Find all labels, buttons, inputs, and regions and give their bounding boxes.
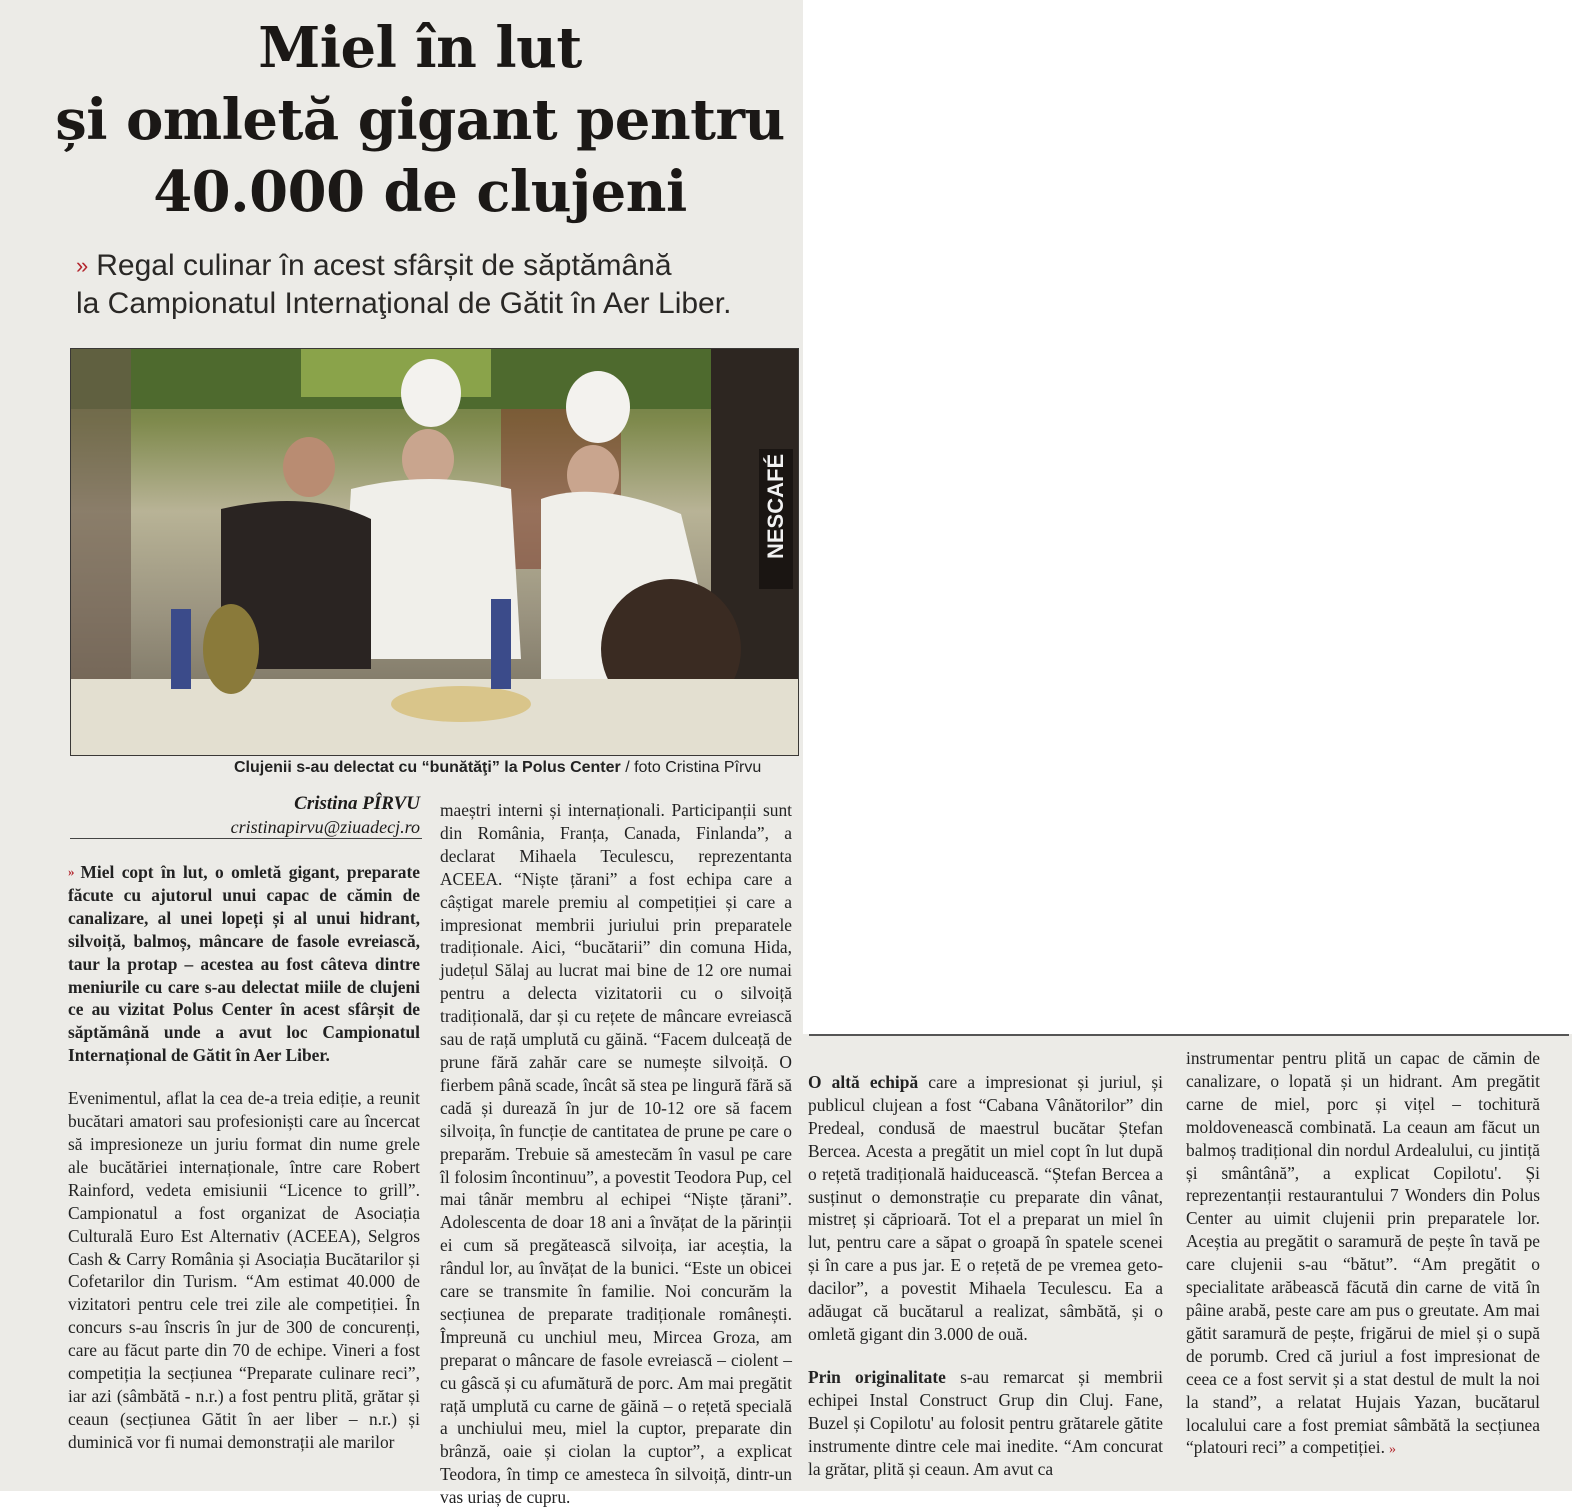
column3-lead-1: O altă echipă <box>808 1072 919 1092</box>
photo-flag-1 <box>171 609 191 689</box>
photo-woman-face <box>283 437 335 497</box>
lead-arrow-icon: » <box>68 864 75 879</box>
byline-rule <box>70 838 422 839</box>
column4-paragraph <box>1186 1047 1540 1462</box>
column1-paragraph: Evenimentul, aflat la cea de-a treia ediție, a reunit bucătari amatori sau profesioniști care au încercat să impresioneze un juriu format din nume grele ale bucătăriei internaționale, între care Robert Rainford, vedeta emisiunii “Licence to grill”. Campionatul a fost organizat de Asociația Culturală Euro Est Alternativ (ACEEA), Selgros Cash & Carry România și Asociația Bucătarilor și Cofetarilor din Turism. “Am estimat 40.000 de vizitatori pentru cele trei zile ale competiției. În concurs s-au înscris în jur de 300 de concurenți, care au făcut parte din 70 de echipe. Vineri a fost competiția la secțiunea “Preparate culinare reci”, iar azi (sâmbătă - n.r.) a fost pentru plită, grătar și ceaun (secțiunea Gătit în aer liber – n.r.) și duminică vor fi numai demonstrații ale marilor <box>68 1088 420 1452</box>
deck-line-1 <box>76 247 806 285</box>
photo-caption <box>234 758 804 778</box>
column2-paragraph: maeștri interni și internaționali. Participanții sunt din România, Franța, Canada, Finlanda”, a declarat Mihaela Teculescu, reprezentanta ACEEA. “Niște țărani” a fost echipa care a câștigat marele premiu al competiției și care a impresionat membrii juriului prin preparatele tradiționale. Aici, “bucătarii” din comuna Hida, județul Sălaj au lucrat mai bine de 12 ore numai pentru a delecta vizitatorii cu o silvoiță tradițională, dar și cu rețete de mâncare evreiască sau de rață umplută cu găină. “Facem dulceață de prune fără zahăr care se numește silvoiță. O fierbem până scade, încât să stea pe lingură fără să cadă și durează în jur de 10-12 ore să facem silvoița, în funcție de cantitatea de prune pe care o preparăm. Trebuie să amestecăm în vasul pe care îl folosim încontinuu”, a povestit Teodora Pup, cel mai tânăr membru al echipei “Niște țărani”. Adolescenta de doar 18 ani a învățat de la părinții ei cum să pregătească silvoița, iar aceștia, la rândul lor, au învățat de la bunici. “Este un obicei care se transmite în familie. Noi concurăm la secțiunea de preparate tradiționale românești. Împreună cu unchiul meu, Mircea Groza, am preparat o mâncare de fasole evreiască – ciolent – cu gâscă și cu afumătură de porc. Am mai pregătit rață umplută cu carne de găină – o rețetă specială a unchiului meu, miel la cuptor, preparate din brânză, oaie și ciolan la cuptor”, a explicat Teodora, în timp ce amesteca în silvoiță, dintr-un vas uriaș de cupru. <box>440 800 792 1508</box>
photo-chef-hat-1 <box>401 359 461 427</box>
caption-main: Clujenii s-au delectat cu “bunătăţi” la Polus Center <box>234 759 621 776</box>
photo-food-platter <box>391 686 531 722</box>
column3-paragraph-2 <box>808 1366 1163 1481</box>
byline-author: Cristina PÎRVU <box>294 793 420 814</box>
photo-pineapple <box>203 604 259 694</box>
column4-text: instrumentar pentru plită un capac de cămin de canalizare, o lopată și un hidrant. Am pregătit carne de miel, porc și vițel – tochitură moldovenească combinată. La ceaun am făcut un balmoș tradițional din nordul Ardealului, cu jintiță și smântână”, a explicat Copilotu'. Și reprezentanții restaurantului 7 Wonders din Polus Center au uimit clujenii prin preparatele lor. Aceștia au pregătit o saramură de pește în tavă pe care clujenii s-au “bătut”. “Am pregătit o specialitate arăbească făcută din carne de vită în pâine arabă, peste care am pus o greutate. Am mai gătit saramură de pește, frigărui de miel și o supă de porumb. Cred că juriul a fost impresionat de ceea ce a fost servit și a stat destul de mult la noi la stand”, a relatat Hujais Yazan, bucătarul localului care a fost premiat sâmbătă la secțiunea “platouri reci” a competiției. <box>1186 1048 1540 1458</box>
article-column-2 <box>440 799 792 1509</box>
article-column-1 <box>68 861 420 1454</box>
newspaper-clipping-bottom <box>803 1034 1572 1491</box>
column3-text-2: s-au remarcat și membrii echipei Instal Construct Grup din Cluj. Fane, Buzel și Copilotu' au folosit pentru grătarele gătite instrumente dintre cele mai inedite. “Am concurat la grătar, plită și ceaun. Am avut ca <box>808 1366 1163 1479</box>
column3-text-1: care a impresionat și juriul, și publicul clujean a fost “Cabana Vânătorilor” din Predeal, condusă de maestrul bucătar Ștefan Bercea. Acesta a pregătit un miel copt în lut după o rețetă tradițională haiducească. “Ștefan Bercea a susținut o demonstrație cu preparate din vânat, mistreț și căprioară. Tot el a preparat un miel în lut, pentru care a săpat o groapă în spatele scenei și în care a pus jar. E o rețetă de pe vremea geto-dacilor”, a povestit Mihaela Teculescu. Ea a adăugat că bucătarul a realizat, sâmbătă, și o omletă gigant din 3.000 de ouă. <box>808 1072 1163 1344</box>
end-mark-icon: » <box>1388 1442 1396 1458</box>
column3-paragraph-1 <box>808 1071 1163 1346</box>
deck-text-1: Regal culinar în acest sfârșit de săptămână <box>96 249 672 282</box>
lead-text: Miel copt în lut, o omletă gigant, preparate făcute cu ajutorul unui capac de cămin de canalizare, al unei lopeți și al unui hidrant, silvoiță, balmoș, mâncare de fasole evreiască, taur la protap – acestea au fost câteva dintre meniurile cu care s-au delectat miile de clujeni ce au vizitat Polus Center în acest sfârșit de săptămână unde a avut loc Campionatul Internațional de Gătit în Aer Liber. <box>68 862 420 1066</box>
photo-brand-text: NESCAFÉ <box>763 453 788 559</box>
deck-line-2: la Campionatul Internaţional de Gătit în Aer Liber. <box>76 287 732 320</box>
photo-illustration <box>71 349 798 755</box>
photo-banner-light <box>301 349 491 397</box>
article-column-4 <box>1186 1047 1540 1462</box>
caption-credit: / foto Cristina Pîrvu <box>620 759 762 776</box>
article-column-3 <box>808 1071 1163 1480</box>
byline-email: cristinapirvu@ziuadecj.ro <box>230 817 420 837</box>
section-rule <box>809 1034 1569 1036</box>
photo-flag-2 <box>491 599 511 689</box>
headline-line-2: și omletă gigant pentru <box>55 87 785 153</box>
photo-chef-hat-2 <box>566 371 630 443</box>
headline-line-1: Miel în lut <box>258 15 582 81</box>
column3-lead-2: Prin originalitate <box>808 1366 946 1387</box>
deck-arrow-icon: » <box>76 253 89 278</box>
article-photo <box>70 348 799 756</box>
headline-line-3: 40.000 de clujeni <box>153 159 687 225</box>
lead-paragraph <box>68 861 420 1067</box>
